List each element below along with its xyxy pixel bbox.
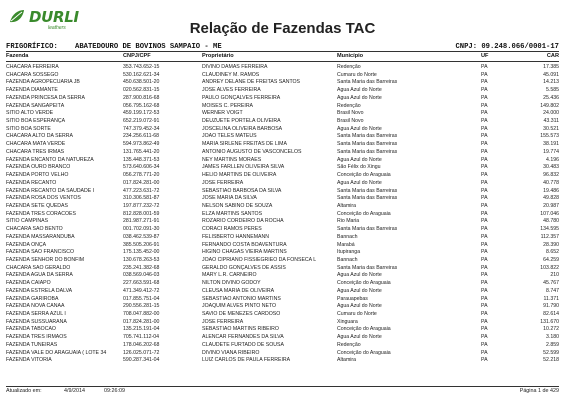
- cell-municipio: Conceição do Araguaia: [337, 349, 391, 356]
- table-row: [6, 163, 559, 171]
- cell-car: 24.000: [543, 110, 559, 117]
- cell-municipio: Altamira: [337, 202, 357, 209]
- cell-municipio: São Félix do Xingu: [337, 164, 381, 171]
- cell-car: 48.780: [543, 218, 559, 225]
- cell-cnpj: 038.569.046-03: [123, 272, 160, 279]
- cell-municipio: Rio Maria: [337, 218, 360, 225]
- cell-cnpj: 290.556.281-15: [123, 303, 160, 310]
- frigorifico-cnpj: [455, 43, 559, 51]
- cell-car: 11.371: [543, 295, 559, 302]
- cell-fazenda: FAZENDA VITORIA: [6, 357, 52, 364]
- table-row: [6, 194, 559, 202]
- cell-cnpj: 310.306.581-87: [123, 195, 160, 202]
- cell-car: 8.652: [546, 249, 559, 256]
- cell-proprietario: HIGINO CHAGAS VIEIRA MARTINS: [202, 249, 287, 256]
- cell-cnpj: 530.162.621-34: [123, 71, 160, 78]
- cell-uf: PA: [481, 156, 488, 163]
- cell-proprietario: NELSON SABINO DE SOUZA: [202, 202, 273, 209]
- cell-proprietario: FELISBERTO HANNEMANN: [202, 233, 269, 240]
- table-row: [6, 125, 559, 133]
- cell-municipio: Altamira: [337, 357, 357, 364]
- cell-cnpj: 131.765.441-20: [123, 148, 160, 155]
- cell-cnpj: 126.025.071-72: [123, 349, 160, 356]
- cell-uf: PA: [481, 110, 488, 117]
- cell-fazenda: FAZENDA VALE DO ARAGUAIA ( LOTE 34: [6, 349, 107, 356]
- table-row: [6, 156, 559, 164]
- cell-proprietario: HELIO MARTINS DE OLIVEIRA: [202, 172, 277, 179]
- cell-uf: PA: [481, 94, 488, 101]
- cell-municipio: Cumaru do Norte: [337, 311, 377, 317]
- cell-car: 52.218: [543, 357, 559, 364]
- table-row: [6, 271, 559, 279]
- cell-uf: PA: [481, 125, 488, 132]
- cell-car: 40.778: [543, 179, 559, 186]
- cell-municipio: Santa Maria das Barreiras: [337, 264, 398, 271]
- table-row: [6, 86, 559, 94]
- cell-car: 210: [550, 272, 559, 279]
- cell-municipio: Brasil Novo: [337, 110, 364, 117]
- cell-uf: PA: [481, 233, 488, 240]
- cell-uf: PA: [481, 318, 488, 325]
- cnpj-label: CNPJ:: [455, 43, 478, 51]
- cell-proprietario: ANDREY DELANE DE FREITAS SANTOS: [202, 79, 301, 86]
- table-row: [6, 117, 559, 125]
- cell-proprietario: LUIZ CARLOS DE PAULA FERREIRA: [202, 357, 291, 364]
- cell-fazenda: CHACARA SOSSEGO: [6, 71, 59, 78]
- cell-car: 45.767: [543, 280, 559, 287]
- cell-fazenda: SITIO BOA ESPERANÇA: [6, 118, 66, 125]
- cell-municipio: Água Azul do Norte: [337, 179, 382, 186]
- updated-time: 09:26:09: [104, 388, 125, 394]
- cell-fazenda: FAZENDA NOVA CANAA: [6, 303, 65, 310]
- cnpj-value: 09.248.066/0001-17: [481, 43, 559, 51]
- page-footer: [6, 386, 559, 396]
- cell-uf: PA: [481, 272, 488, 279]
- cell-car: 25.436: [543, 94, 559, 101]
- cell-proprietario: PAULO GONÇALVES FERREIRA: [202, 94, 281, 101]
- cell-car: 17.385: [543, 64, 559, 70]
- cell-car: 19.774: [543, 148, 559, 155]
- table-row: [6, 241, 559, 249]
- cell-fazenda: FAZENDA ONÇA: [6, 241, 47, 248]
- cell-car: 112.357: [540, 233, 559, 240]
- cell-uf: PA: [481, 87, 488, 94]
- cell-uf: PA: [481, 133, 488, 140]
- cell-uf: PA: [481, 241, 488, 248]
- cell-uf: PA: [481, 187, 488, 194]
- cell-uf: PA: [481, 64, 488, 70]
- cell-proprietario: MOISES C. PEREIRA: [202, 102, 254, 109]
- cell-proprietario: GERALDO GONÇALVES DE ASSIS: [202, 264, 286, 271]
- table-row: [6, 256, 559, 264]
- cell-municipio: Conceição do Araguaia: [337, 326, 391, 333]
- cell-car: 52.599: [543, 349, 559, 356]
- cell-car: 49.828: [543, 195, 559, 202]
- table-row: [6, 210, 559, 218]
- cell-proprietario: FERNANDO COSTA BOAVENTURA: [202, 241, 287, 248]
- cell-proprietario: ELZA MARTINS SANTOS: [202, 210, 263, 217]
- cell-cnpj: 017.824.281-00: [123, 318, 160, 325]
- cell-municipio: Xinguara: [337, 318, 358, 325]
- cell-fazenda: FAZENDA OURO BRANCO: [6, 164, 71, 171]
- logo-tagline: leathers: [48, 25, 66, 31]
- cell-municipio: Conceição do Araguaia: [337, 280, 391, 287]
- cell-fazenda: FAZENDA AGROPECUARIA JB: [6, 79, 80, 86]
- cell-fazenda: FAZENDA MASSARANDUBA: [6, 233, 75, 240]
- cell-proprietario: JOSE ALVES FERREIRA: [202, 87, 261, 94]
- cell-cnpj: 287.900.816-68: [123, 94, 160, 101]
- cell-cnpj: 234.256.611-68: [123, 133, 159, 140]
- cell-proprietario: JOSE MARIA DA SILVA: [202, 195, 257, 202]
- cell-fazenda: FAZENDA SENHOR DO BONFIM: [6, 256, 85, 263]
- cell-fazenda: FAZENDA ROSA DOS VENTOS: [6, 195, 81, 202]
- cell-car: 45.091: [543, 71, 559, 78]
- cell-fazenda: FAZENDA ESTRELA DALVA: [6, 287, 73, 294]
- cell-fazenda: CHACARA SAO GERALDO: [6, 264, 71, 271]
- cell-fazenda: CHACARA MATA VERDE: [6, 141, 66, 148]
- cell-municipio: Santa Maria das Barreiras: [337, 195, 398, 202]
- farm-table: [6, 63, 559, 364]
- cell-proprietario: CORACI RAMOS PERES: [202, 226, 262, 233]
- cell-cnpj: 385.505.206-91: [123, 241, 160, 248]
- cell-cnpj: 038.462.539-87: [123, 233, 160, 240]
- cell-car: 155.573: [540, 133, 559, 140]
- cell-car: 82.614: [543, 311, 559, 317]
- cell-car: 19.486: [543, 187, 559, 194]
- table-row: [6, 233, 559, 241]
- cell-municipio: Conceição do Araguaia: [337, 210, 391, 217]
- cell-cnpj: 459.199.172-53: [123, 110, 160, 117]
- frigorifico-name: ABATEDOURO DE BOVINOS SAMPAIO - ME: [75, 43, 222, 51]
- table-row: [6, 279, 559, 287]
- cell-uf: PA: [481, 202, 488, 209]
- cell-uf: PA: [481, 179, 488, 186]
- cell-car: 38.191: [543, 141, 559, 148]
- cell-proprietario: ANTONIO AUGUSTO DE VASCONCELOS: [202, 148, 302, 155]
- cell-municipio: Santa Maria das Barreiras: [337, 226, 398, 233]
- cell-municipio: Redenção: [337, 64, 361, 70]
- frigorifico-header: [6, 43, 559, 51]
- cell-proprietario: MARIA SIRLENE FREITAS DE LIMA: [202, 141, 287, 148]
- cell-proprietario: WERNER VOIGT: [202, 110, 243, 117]
- col-car: CAR: [546, 53, 559, 59]
- cell-municipio: Parauapebas: [337, 295, 368, 302]
- cell-car: 8.747: [546, 287, 559, 294]
- cell-proprietario: ALENCAR FERNANDES DA SILVA: [202, 334, 284, 341]
- cell-proprietario: CLAUDETE FURTADO DE SOUSA: [202, 341, 284, 348]
- cell-fazenda: FAZENDA TABOCAO: [6, 326, 56, 333]
- table-row: [6, 109, 559, 117]
- cell-cnpj: 017.824.281-00: [123, 179, 160, 186]
- cell-cnpj: 130.678.263-53: [123, 256, 160, 263]
- cell-municipio: Santa Maria das Barreiras: [337, 133, 398, 140]
- table-row: [6, 287, 559, 295]
- table-row: [6, 248, 559, 256]
- cell-municipio: Água Azul do Norte: [337, 272, 382, 279]
- cell-car: 3.180: [546, 334, 559, 341]
- cell-cnpj: 017.855.751-04: [123, 295, 160, 302]
- cell-municipio: Conceição do Araguaia: [337, 172, 391, 179]
- cell-fazenda: SITIO BOA SORTE: [6, 125, 51, 132]
- cell-cnpj: 056.795.162-68: [123, 102, 160, 109]
- cell-proprietario: NILTON DIVINO GODOY: [202, 280, 261, 287]
- cell-proprietario: SAVIO DE MENEZES CARDOSO: [202, 311, 281, 317]
- cell-proprietario: SEBASTIAO ANTONIO MARTINS: [202, 295, 281, 302]
- page-indicator: Página 1 de 429: [519, 388, 559, 394]
- table-row: [6, 356, 559, 364]
- cell-fazenda: CHACARA TRES IRMAS: [6, 148, 65, 155]
- cell-municipio: Água Azul do Norte: [337, 94, 382, 101]
- cell-cnpj: 652.219.072-91: [123, 118, 160, 125]
- cell-fazenda: FAZENDA TRES CORACOES: [6, 210, 76, 217]
- cell-cnpj: 178.046.202-68: [123, 341, 160, 348]
- cell-uf: PA: [481, 71, 488, 78]
- cell-car: 20.987: [543, 202, 559, 209]
- table-row: [6, 102, 559, 110]
- cell-uf: PA: [481, 303, 488, 310]
- cell-cnpj: 175.135.452-00: [123, 249, 160, 256]
- table-row: [6, 71, 559, 79]
- cell-car: 30.483: [543, 164, 559, 171]
- cell-proprietario: DEUZUETE PORTELA OLIVEIRA: [202, 118, 281, 125]
- cell-cnpj: 135.215.191-04: [123, 326, 160, 333]
- cell-cnpj: 708.047.882-00: [123, 311, 160, 317]
- cell-car: 64.259: [543, 256, 559, 263]
- cell-uf: PA: [481, 311, 488, 317]
- cell-municipio: Água Azul do Norte: [337, 287, 382, 294]
- cell-fazenda: FAZENDA AGUA DA SERRA: [6, 272, 73, 279]
- cell-proprietario: CLEUSA MARIA DE OLIVEIRA: [202, 287, 275, 294]
- cell-municipio: Água Azul do Norte: [337, 303, 382, 310]
- table-row: [6, 217, 559, 225]
- cell-fazenda: FAZENDA SETE QUEDAS: [6, 202, 68, 209]
- table-row: [6, 171, 559, 179]
- cell-uf: PA: [481, 264, 488, 271]
- cell-municipio: Água Azul do Norte: [337, 87, 382, 94]
- table-row: [6, 140, 559, 148]
- cell-fazenda: FAZENDA SAO FRANCISCO: [6, 249, 75, 256]
- cell-cnpj: 705.741.112-04: [123, 334, 159, 341]
- cell-uf: PA: [481, 195, 488, 202]
- cell-cnpj: 594.973.862-49: [123, 141, 160, 148]
- table-row: [6, 148, 559, 156]
- col-cnpj: CNPJ/CPF: [123, 53, 151, 59]
- cell-municipio: Marabá: [337, 241, 355, 248]
- table-row: [6, 132, 559, 140]
- cell-cnpj: 056.278.771-20: [123, 172, 160, 179]
- cell-car: 103.822: [540, 264, 559, 271]
- cell-car: 43.311: [543, 118, 559, 125]
- cell-fazenda: FAZENDA CAIAPO: [6, 280, 51, 287]
- cell-proprietario: JOSCELINA OLIVEIRA BARBOSA: [202, 125, 283, 132]
- cell-municipio: Santa Maria das Barreiras: [337, 141, 398, 148]
- cell-municipio: Bannach: [337, 233, 358, 240]
- table-row: [6, 78, 559, 86]
- table-row: [6, 318, 559, 326]
- cell-municipio: Santa Maria das Barreiras: [337, 187, 398, 194]
- cell-car: 10.272: [543, 326, 559, 333]
- cell-car: 134.595: [540, 226, 559, 233]
- cell-uf: PA: [481, 218, 488, 225]
- cell-cnpj: 020.562.831-15: [123, 87, 160, 94]
- cell-fazenda: FAZENDA TUNEIRAS: [6, 341, 58, 348]
- cell-uf: PA: [481, 280, 488, 287]
- cell-fazenda: CHACARA ALTO DA SERRA: [6, 133, 73, 140]
- cell-car: 28.390: [543, 241, 559, 248]
- table-row: [6, 302, 559, 310]
- cell-proprietario: SEBASTIAO BARBOSA DA SILVA: [202, 187, 282, 194]
- cell-cnpj: 135.448.371-53: [123, 156, 160, 163]
- cell-car: 91.790: [543, 303, 559, 310]
- col-proprietario: Proprietário: [202, 53, 234, 59]
- cell-uf: PA: [481, 326, 488, 333]
- col-fazenda: Fazenda: [6, 53, 29, 59]
- cell-municipio: Santa Maria das Barreiras: [337, 79, 398, 86]
- table-row: [6, 310, 559, 318]
- cell-proprietario: SEBASTIAO MARTINS RIBEIRO: [202, 326, 279, 333]
- cell-fazenda: FAZENDA RECANTO: [6, 179, 57, 186]
- table-row: [6, 341, 559, 349]
- logo-word: DURLI: [29, 8, 79, 26]
- cell-uf: PA: [481, 210, 488, 217]
- table-header-divider: [6, 61, 559, 62]
- cell-uf: PA: [481, 357, 488, 364]
- cell-proprietario: JOAO TELES MATEUS: [202, 133, 257, 140]
- cell-fazenda: SITIO ALTO VERDE: [6, 110, 54, 117]
- cell-uf: PA: [481, 172, 488, 179]
- cell-car: 30.521: [543, 125, 559, 132]
- table-row: [6, 179, 559, 187]
- cell-fazenda: FAZENDA DIAMANTE: [6, 87, 58, 94]
- cell-fazenda: SITIO CAMPINAS: [6, 218, 49, 225]
- cell-cnpj: 477.223.631-72: [123, 187, 160, 194]
- table-row: [6, 325, 559, 333]
- cell-proprietario: ROZARIO CORDEIRO DA ROCHA: [202, 218, 284, 225]
- cell-cnpj: 001.702.091-30: [123, 226, 160, 233]
- table-row: [6, 187, 559, 195]
- page-title: Relação de Fazendas TAC: [189, 20, 376, 37]
- cell-car: 4.196: [546, 156, 559, 163]
- cell-municipio: Bannach: [337, 256, 358, 263]
- cell-fazenda: CHACARA SAO BENTO: [6, 226, 63, 233]
- cell-car: 2.859: [546, 341, 559, 348]
- cell-municipio: Cumaru do Norte: [337, 71, 377, 78]
- cell-uf: PA: [481, 334, 488, 341]
- cell-municipio: Santa Maria das Barreiras: [337, 148, 398, 155]
- cell-proprietario: DIVINO DAMAS FERREIRA: [202, 64, 268, 70]
- cell-proprietario: JOAQUIM ALVES PINTO NETO: [202, 303, 277, 310]
- cell-proprietario: NEY MARTINS MORAES: [202, 156, 262, 163]
- cell-car: 107.046: [540, 210, 559, 217]
- cell-proprietario: MARY L.R. CARNEIRO: [202, 272, 257, 279]
- cell-municipio: Água Azul do Norte: [337, 334, 382, 341]
- cell-municipio: Água Azul do Norte: [337, 156, 382, 163]
- cell-car: 149.802: [540, 102, 559, 109]
- col-municipio: Município: [337, 53, 364, 59]
- cell-municipio: Redenção: [337, 102, 361, 109]
- cell-uf: PA: [481, 256, 488, 263]
- cell-uf: PA: [481, 226, 488, 233]
- updated-label: Atualizado em:: [6, 388, 42, 394]
- cell-cnpj: 281.987.271-91: [123, 218, 160, 225]
- cell-uf: PA: [481, 102, 488, 109]
- table-row: [6, 349, 559, 357]
- cell-fazenda: FAZENDA SERRA AZUL I: [6, 311, 66, 317]
- cell-fazenda: FAZENDA SUSSUARANA: [6, 318, 67, 325]
- cell-fazenda: FAZENDA TRES IRMAOS: [6, 334, 67, 341]
- cell-uf: PA: [481, 287, 488, 294]
- cell-fazenda: FAZENDA ENCANTO DA NATUREZA: [6, 156, 94, 163]
- cell-fazenda: CHACARA FERREIRA: [6, 64, 59, 70]
- cell-car: 131.670: [540, 318, 559, 325]
- cell-proprietario: JOSE FERREIRA: [202, 318, 244, 325]
- cell-cnpj: 573.640.606-34: [123, 164, 160, 171]
- cell-proprietario: JOSE FERREIRA: [202, 179, 244, 186]
- table-row: [6, 333, 559, 341]
- cell-uf: PA: [481, 341, 488, 348]
- cell-fazenda: FAZENDA RECANTO DA SAUDADE I: [6, 187, 95, 194]
- cell-cnpj: 471.349.412-72: [123, 287, 160, 294]
- cell-proprietario: JOAO CIPRIANO FISSIEGRIEO DA FONSECA L: [202, 256, 317, 263]
- cell-uf: PA: [481, 164, 488, 171]
- cell-cnpj: 197.877.232-72: [123, 202, 160, 209]
- cell-municipio: Redenção: [337, 341, 361, 348]
- cell-proprietario: DIVINO VIANA RIBEIRO: [202, 349, 260, 356]
- cell-cnpj: 353.743.652-15: [123, 64, 160, 70]
- cell-municipio: Água Azul do Norte: [337, 125, 382, 132]
- table-row: [6, 295, 559, 303]
- table-row: [6, 63, 559, 71]
- cell-uf: PA: [481, 249, 488, 256]
- cell-uf: PA: [481, 141, 488, 148]
- cell-car: 5.585: [546, 87, 559, 94]
- cell-cnpj: 747.379.452-34: [123, 125, 160, 132]
- table-row: [6, 94, 559, 102]
- frigorifico-label: FRIGORÍFICO:: [6, 43, 58, 51]
- cell-cnpj: 227.663.591-68: [123, 280, 160, 287]
- table-header: [6, 51, 559, 61]
- updated-date: 4/9/2014: [64, 388, 85, 394]
- cell-proprietario: JAMES FARLLEN OLIVEIRA SILVA: [202, 164, 285, 171]
- table-row: [6, 225, 559, 233]
- cell-fazenda: FAZENDA PORTO VELHO: [6, 172, 69, 179]
- cell-uf: PA: [481, 118, 488, 125]
- cell-uf: PA: [481, 79, 488, 86]
- cell-uf: PA: [481, 295, 488, 302]
- cell-cnpj: 590.287.341-04: [123, 357, 160, 364]
- cell-uf: PA: [481, 148, 488, 155]
- cell-car: 96.832: [543, 172, 559, 179]
- cell-municipio: Brasil Novo: [337, 118, 364, 125]
- col-uf: UF: [481, 53, 489, 59]
- cell-proprietario: CLAUDINEY M. RAMOS: [202, 71, 260, 78]
- cell-cnpj: 450.638.501-20: [123, 79, 160, 86]
- table-row: [6, 264, 559, 272]
- cell-cnpj: 812.828.001-59: [123, 210, 160, 217]
- cell-cnpj: 235.241.382-68: [123, 264, 160, 271]
- cell-fazenda: FAZENDA PRINCESA DA SERRA: [6, 94, 85, 101]
- cell-municipio: Itupiranga: [337, 249, 361, 256]
- cell-fazenda: FAZENDA GARIROBA: [6, 295, 59, 302]
- table-row: [6, 202, 559, 210]
- cell-car: 14.213: [543, 79, 559, 86]
- cell-uf: PA: [481, 349, 488, 356]
- cell-fazenda: FAZENDA SANGAPEITÃ: [6, 102, 65, 109]
